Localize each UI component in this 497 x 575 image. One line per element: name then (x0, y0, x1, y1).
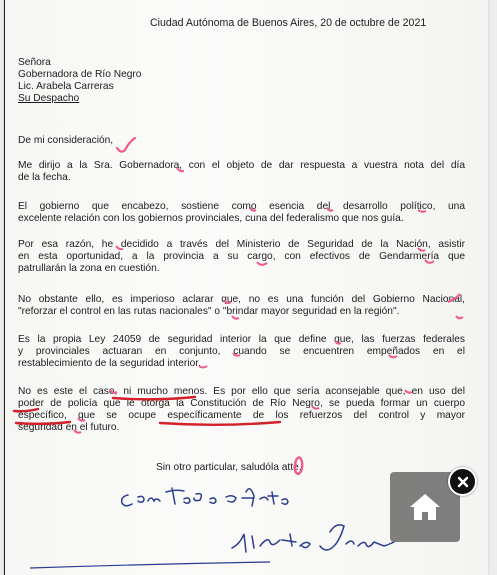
paragraph-2-line-2: excelente relación con los gobiernos provinciales, cuna del federalismo que nos guía. (18, 213, 404, 224)
paragraph-4-line-2: "reforzar el control en las rutas nacionales" o "brindar mayor seguridad en la región". (18, 306, 400, 317)
home-icon (408, 492, 442, 522)
recipient-line-4: Su Despacho (18, 93, 80, 104)
recipient-line-3: Lic. Arabela Carreras (18, 81, 114, 92)
paragraph-5-line-2: y provinciales actuaran en conjunto, cuando se encuentren empeñados en el (18, 346, 465, 357)
paragraph-2-line-1: El gobierno que encabezo, sostiene como esencia del desarrollo político, una (18, 201, 465, 212)
paragraph-3-line-2: en esta oportunidad, a la provincia a su cargo, con efectivos de Gendarmería que (18, 251, 465, 262)
paragraph-3-line-3: patrullarán la zona en cuestión. (18, 263, 160, 274)
paragraph-6-line-4: seguridad en el futuro. (18, 422, 120, 433)
paragraph-3-line-1: Por esa razón, he decidido a través del Ministerio de Seguridad de la Nación, asistir (18, 239, 465, 250)
paragraph-6-line-1: No es este el caso, ni mucho menos. Es por ello que sería aconsejable que, en uso del (18, 386, 465, 397)
close-button[interactable] (448, 467, 477, 496)
close-icon (457, 476, 469, 488)
recipient-line-1: Señora (18, 57, 51, 68)
paragraph-1-line-1: Me dirijo a la Sra. Gobernadora, con el objeto de dar respuesta a vuestra nota del día (18, 160, 465, 171)
paragraph-5-line-3: restablecimiento de la seguridad interior. (18, 358, 201, 369)
closing-line: Sin otro particular, saludóla atte. (156, 462, 302, 473)
paragraph-5-line-1: Es la propia Ley 24059 de seguridad interior la que define que, las fuerzas federales (18, 334, 465, 345)
recipient-line-2: Gobernadora de Río Negro (18, 69, 142, 80)
paragraph-4-line-1: No obstante ello, es imperioso aclarar que, no es una función del Gobierno Nacional, (18, 294, 465, 305)
paragraph-1-line-2: de la fecha. (18, 172, 71, 183)
paragraph-6-line-2: poder de policía que le otorga la Constitución de Río Negro, se pueda formar un cuerpo (18, 398, 465, 409)
paragraph-6-line-3: específico, que se ocupe específicamente de los refuerzos del control y mayor (18, 410, 465, 421)
page-edge (4, 0, 5, 575)
greeting: De mi consideración, (18, 135, 114, 146)
date-line: Ciudad Autónoma de Buenos Aires, 20 de octubre de 2021 (150, 17, 427, 29)
